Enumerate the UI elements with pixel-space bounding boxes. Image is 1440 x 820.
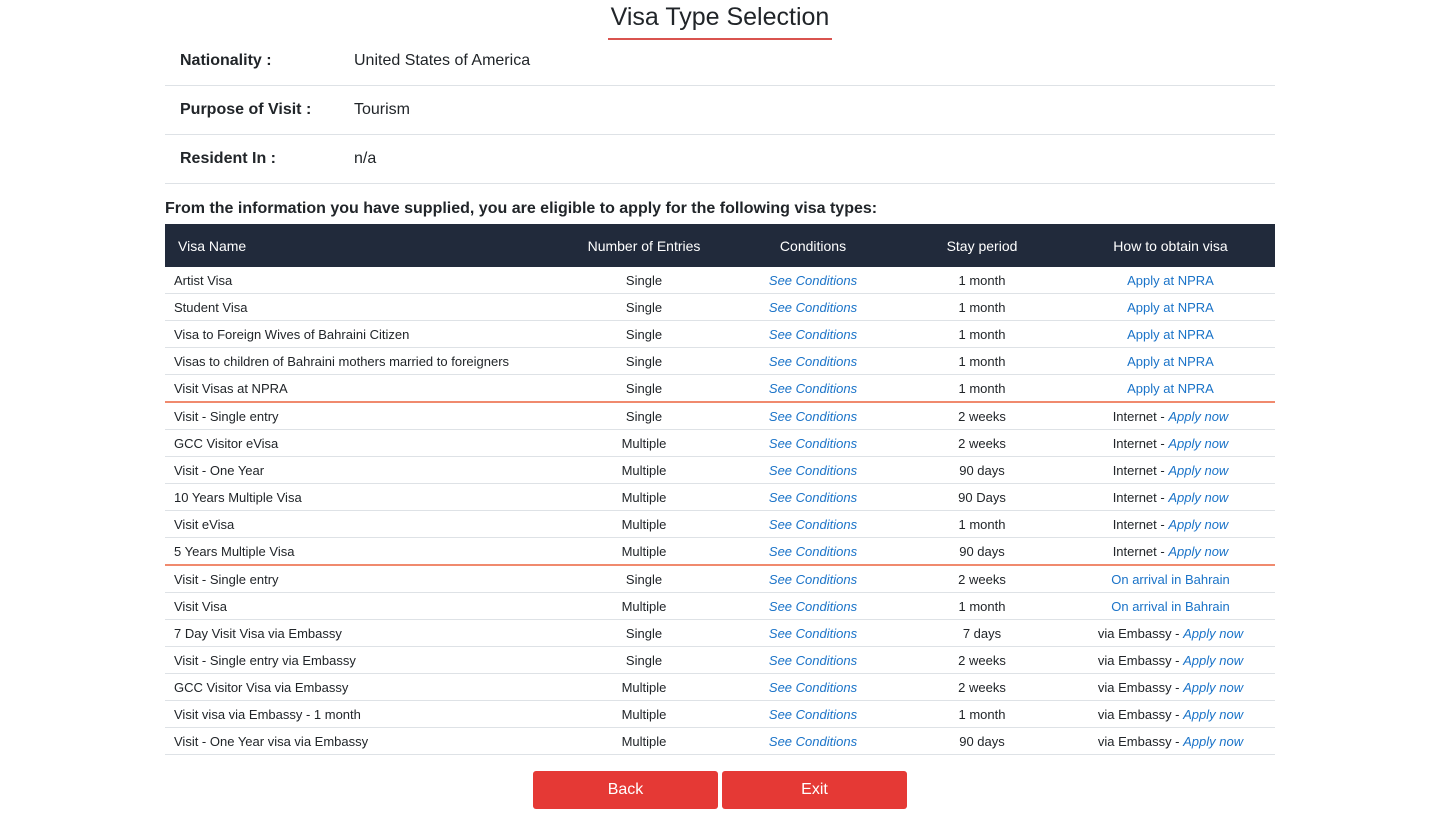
table-row [165, 674, 1275, 701]
conditions-cell [728, 728, 898, 755]
entries-cell: Multiple [560, 728, 728, 755]
entries-cell: Single [560, 348, 728, 375]
purpose-row [165, 86, 1275, 135]
conditions-cell [728, 430, 898, 457]
see-conditions-link[interactable]: See Conditions [768, 598, 858, 614]
conditions-cell [728, 565, 898, 593]
how-to-obtain-cell [1066, 565, 1275, 593]
table-row [165, 267, 1275, 294]
how-to-obtain-cell [1066, 294, 1275, 321]
entries-cell: Single [560, 321, 728, 348]
see-conditions-link[interactable]: See Conditions [768, 625, 858, 641]
conditions-cell [728, 593, 898, 620]
conditions-cell [728, 484, 898, 511]
obtain-method-text: via Embassy - [1097, 706, 1184, 722]
visa-name-cell: Visas to children of Bahraini mothers married to foreigners [165, 348, 560, 375]
how-to-obtain-cell [1066, 402, 1275, 430]
obtain-method-text: Internet - [1112, 543, 1169, 559]
conditions-cell [728, 267, 898, 294]
visa-name-cell: Visit Visa [165, 593, 560, 620]
nationality-label: Nationality : [180, 52, 272, 69]
visa-name-cell: GCC Visitor Visa via Embassy [165, 674, 560, 701]
entries-cell: Single [560, 267, 728, 294]
apply-now-link[interactable]: Apply now [1168, 408, 1229, 424]
visa-name-cell: Visit - Single entry [165, 565, 560, 593]
entries-cell: Single [560, 402, 728, 430]
stay-period-cell: 90 Days [898, 484, 1066, 511]
obtain-method-text: via Embassy - [1097, 733, 1184, 749]
conditions-cell [728, 701, 898, 728]
visa-name-cell: Visa to Foreign Wives of Bahraini Citizen [165, 321, 560, 348]
how-to-obtain-cell [1066, 267, 1275, 294]
resident-label: Resident In : [180, 150, 277, 167]
visa-name-cell: Visit Visas at NPRA [165, 375, 560, 403]
see-conditions-link[interactable]: See Conditions [768, 272, 858, 288]
table-row [165, 294, 1275, 321]
stay-period-cell: 1 month [898, 348, 1066, 375]
table-row [165, 484, 1275, 511]
stay-period-cell: 1 month [898, 267, 1066, 294]
apply-now-link[interactable]: Apply now [1183, 733, 1244, 749]
visa-name-cell: Visit - One Year [165, 457, 560, 484]
entries-cell: Single [560, 620, 728, 647]
visa-name-cell: 10 Years Multiple Visa [165, 484, 560, 511]
nationality-value: United States of America [354, 52, 531, 69]
see-conditions-link[interactable]: See Conditions [768, 462, 858, 478]
visa-name-cell: Visit - One Year visa via Embassy [165, 728, 560, 755]
apply-now-link[interactable]: Apply now [1168, 435, 1229, 451]
table-row [165, 647, 1275, 674]
see-conditions-link[interactable]: See Conditions [768, 679, 858, 695]
table-row [165, 511, 1275, 538]
purpose-label: Purpose of Visit : [180, 101, 312, 118]
table-row [165, 620, 1275, 647]
see-conditions-link[interactable]: See Conditions [768, 652, 858, 668]
see-conditions-link[interactable]: See Conditions [768, 408, 858, 424]
conditions-cell [728, 620, 898, 647]
apply-at-npra-link[interactable]: Apply at NPRA [1127, 326, 1214, 342]
how-to-obtain-cell [1066, 484, 1275, 511]
how-to-obtain-cell [1066, 701, 1275, 728]
see-conditions-link[interactable]: See Conditions [768, 380, 858, 396]
entries-cell: Multiple [560, 511, 728, 538]
visa-name-cell: Visit visa via Embassy - 1 month [165, 701, 560, 728]
stay-period-cell: 1 month [898, 701, 1066, 728]
entries-cell: Single [560, 294, 728, 321]
obtain-method-text: via Embassy - [1097, 625, 1184, 641]
entries-cell: Multiple [560, 538, 728, 566]
stay-period-cell: 1 month [898, 511, 1066, 538]
entries-cell: Multiple [560, 674, 728, 701]
see-conditions-link[interactable]: See Conditions [768, 435, 858, 451]
exit-button[interactable]: Exit [722, 771, 907, 809]
apply-at-npra-link[interactable]: Apply at NPRA [1127, 380, 1214, 396]
conditions-cell [728, 294, 898, 321]
apply-now-link[interactable]: Apply now [1183, 679, 1244, 695]
on-arrival-link[interactable]: On arrival in Bahrain [1111, 598, 1230, 614]
visa-table-body [165, 267, 1275, 755]
how-to-obtain-cell [1066, 728, 1275, 755]
stay-period-cell: 90 days [898, 728, 1066, 755]
resident-value: n/a [354, 150, 377, 167]
obtain-method-text: via Embassy - [1097, 679, 1184, 695]
on-arrival-link[interactable]: On arrival in Bahrain [1111, 571, 1230, 587]
how-to-obtain-cell [1066, 457, 1275, 484]
conditions-cell [728, 348, 898, 375]
entries-cell: Multiple [560, 430, 728, 457]
see-conditions-link[interactable]: See Conditions [768, 733, 858, 749]
visa-name-cell: Visit eVisa [165, 511, 560, 538]
eligibility-message: From the information you have supplied, you are eligible to apply for the following visa types: [165, 200, 878, 217]
see-conditions-link[interactable]: See Conditions [768, 489, 858, 505]
entries-cell: Multiple [560, 484, 728, 511]
apply-now-link[interactable]: Apply now [1183, 706, 1244, 722]
conditions-cell [728, 511, 898, 538]
conditions-cell [728, 375, 898, 403]
apply-at-npra-link[interactable]: Apply at NPRA [1127, 353, 1214, 369]
apply-now-link[interactable]: Apply now [1168, 489, 1229, 505]
table-row [165, 538, 1275, 566]
nationality-row [165, 37, 1275, 86]
conditions-cell [728, 647, 898, 674]
header-stay-period: Stay period [898, 224, 1066, 267]
see-conditions-link[interactable]: See Conditions [768, 571, 858, 587]
header-how-to-obtain: How to obtain visa [1066, 224, 1275, 267]
visa-name-cell: 7 Day Visit Visa via Embassy [165, 620, 560, 647]
stay-period-cell: 2 weeks [898, 674, 1066, 701]
apply-now-link[interactable]: Apply now [1183, 625, 1244, 641]
stay-period-cell: 2 weeks [898, 430, 1066, 457]
obtain-method-text: Internet - [1112, 516, 1169, 532]
entries-cell: Single [560, 647, 728, 674]
entries-cell: Single [560, 375, 728, 403]
stay-period-cell: 2 weeks [898, 647, 1066, 674]
entries-cell: Multiple [560, 593, 728, 620]
page-title: Visa Type Selection [610, 3, 830, 31]
apply-now-link[interactable]: Apply now [1168, 462, 1229, 478]
obtain-method-text: via Embassy - [1097, 652, 1184, 668]
entries-cell: Multiple [560, 457, 728, 484]
table-row [165, 701, 1275, 728]
table-row [165, 565, 1275, 593]
how-to-obtain-cell [1066, 538, 1275, 566]
obtain-method-text: Internet - [1112, 489, 1169, 505]
conditions-cell [728, 321, 898, 348]
obtain-method-text: Internet - [1112, 462, 1169, 478]
conditions-cell [728, 538, 898, 566]
apply-now-link[interactable]: Apply now [1168, 516, 1229, 532]
how-to-obtain-cell [1066, 430, 1275, 457]
conditions-cell [728, 457, 898, 484]
visa-name-cell: Visit - Single entry via Embassy [165, 647, 560, 674]
see-conditions-link[interactable]: See Conditions [768, 543, 858, 559]
stay-period-cell: 1 month [898, 321, 1066, 348]
see-conditions-link[interactable]: See Conditions [768, 706, 858, 722]
entries-cell: Multiple [560, 701, 728, 728]
resident-row [165, 135, 1275, 184]
visa-name-cell: Student Visa [165, 294, 560, 321]
visa-name-cell: GCC Visitor eVisa [165, 430, 560, 457]
how-to-obtain-cell [1066, 674, 1275, 701]
conditions-cell [728, 402, 898, 430]
conditions-cell [728, 674, 898, 701]
obtain-method-text: Internet - [1112, 408, 1169, 424]
apply-now-link[interactable]: Apply now [1183, 652, 1244, 668]
stay-period-cell: 90 days [898, 538, 1066, 566]
header-visa-name: Visa Name [165, 224, 560, 267]
table-row [165, 457, 1275, 484]
visa-name-cell: Visit - Single entry [165, 402, 560, 430]
apply-now-link[interactable]: Apply now [1168, 543, 1229, 559]
see-conditions-link[interactable]: See Conditions [768, 353, 858, 369]
table-header-row [165, 224, 1275, 267]
stay-period-cell: 2 weeks [898, 565, 1066, 593]
table-row [165, 430, 1275, 457]
entries-cell: Single [560, 565, 728, 593]
see-conditions-link[interactable]: See Conditions [768, 299, 858, 315]
stay-period-cell: 1 month [898, 375, 1066, 403]
how-to-obtain-cell [1066, 593, 1275, 620]
back-button[interactable]: Back [533, 771, 718, 809]
table-row [165, 728, 1275, 755]
stay-period-cell: 2 weeks [898, 402, 1066, 430]
table-row [165, 402, 1275, 430]
stay-period-cell: 1 month [898, 294, 1066, 321]
obtain-method-text: Internet - [1112, 435, 1169, 451]
how-to-obtain-cell [1066, 647, 1275, 674]
header-conditions: Conditions [728, 224, 898, 267]
visa-name-cell: Artist Visa [165, 267, 560, 294]
apply-at-npra-link[interactable]: Apply at NPRA [1127, 299, 1214, 315]
how-to-obtain-cell [1066, 375, 1275, 403]
table-row [165, 375, 1275, 403]
header-number-of-entries: Number of Entries [560, 224, 728, 267]
table-row [165, 348, 1275, 375]
purpose-value: Tourism [354, 101, 411, 118]
see-conditions-link[interactable]: See Conditions [768, 516, 858, 532]
stay-period-cell: 1 month [898, 593, 1066, 620]
stay-period-cell: 7 days [898, 620, 1066, 647]
how-to-obtain-cell [1066, 511, 1275, 538]
table-row [165, 593, 1275, 620]
stay-period-cell: 90 days [898, 457, 1066, 484]
see-conditions-link[interactable]: See Conditions [768, 326, 858, 342]
apply-at-npra-link[interactable]: Apply at NPRA [1127, 272, 1214, 288]
how-to-obtain-cell [1066, 620, 1275, 647]
visa-name-cell: 5 Years Multiple Visa [165, 538, 560, 566]
how-to-obtain-cell [1066, 321, 1275, 348]
table-row [165, 321, 1275, 348]
how-to-obtain-cell [1066, 348, 1275, 375]
visa-table [165, 224, 1275, 755]
